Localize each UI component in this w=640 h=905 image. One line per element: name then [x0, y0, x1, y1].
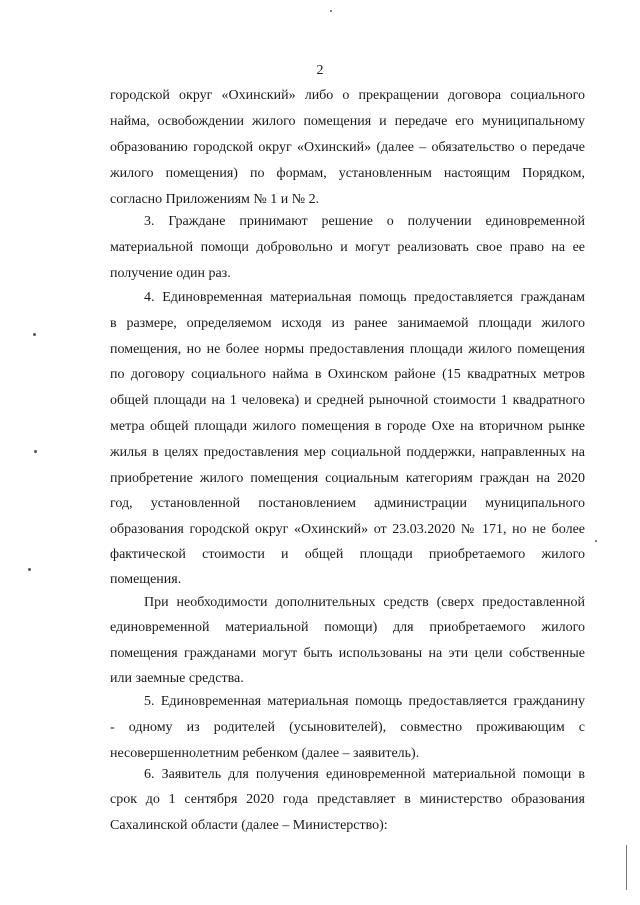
text-line: фактической стоимости и общей площади приобретаемого жилого: [110, 547, 585, 562]
text-line: При необходимости дополнительных средств (сверх предоставленной: [144, 595, 585, 610]
scan-speck: [28, 568, 31, 571]
text-line: приобретение жилого помещения социальным категориям граждан на 2020: [110, 471, 585, 486]
text-line: 4. Единовременная материальная помощь предоставляется гражданам: [144, 290, 585, 305]
text-line: помещения, но не более нормы предоставления площади жилого помещения: [110, 342, 585, 357]
scan-edge-mark: [626, 845, 627, 890]
text-line: получение один раз.: [110, 266, 231, 281]
scan-speck: [595, 540, 597, 542]
text-line: единовременной материальной помощи) для приобретаемого жилого: [110, 620, 585, 635]
text-line: жилья в целях предоставления мер социальной поддержки, направленных на: [110, 445, 585, 460]
text-line: жилого помещения) по формам, установленным настоящим Порядком,: [110, 166, 585, 181]
text-line: метра общей площади жилого помещения в городе Охе на вторичном рынке: [110, 419, 585, 434]
text-line: Сахалинской области (далее – Министерство):: [110, 818, 388, 833]
text-line: 5. Единовременная материальная помощь предоставляется гражданину: [144, 694, 585, 709]
text-line: помещения гражданами могут быть использованы на эти цели собственные: [110, 646, 585, 661]
text-line: образования городской округ «Охинский» от 23.03.2020 № 171, но не более: [110, 522, 585, 537]
scan-speck: [34, 450, 37, 453]
text-line: 6. Заявитель для получения единовременной материальной помощи в: [144, 767, 585, 782]
scan-speck: [330, 10, 332, 12]
text-line: 3. Граждане принимают решение о получении единовременной: [144, 214, 585, 229]
text-line: согласно Приложениям № 1 и № 2.: [110, 192, 320, 207]
text-line: помещения.: [110, 572, 182, 587]
text-line: срок до 1 сентября 2020 года представляет в министерство образования: [110, 792, 585, 807]
text-line: по договору социального найма в Охинском районе (15 квадратных метров: [110, 367, 585, 382]
page-number: 2: [316, 63, 324, 78]
text-line: год, установленной постановлением администрации муниципального: [110, 496, 585, 511]
text-line: материальной помощи добровольно и могут реализовать свое право на ее: [110, 240, 585, 255]
text-line: в размере, определяемом исходя из ранее занимаемой площади жилого: [110, 316, 585, 331]
text-line: образованию городской округ «Охинский» (далее – обязательство о передаче: [110, 140, 585, 155]
text-line: городской округ «Охинский» либо о прекращении договора социального: [110, 88, 585, 103]
text-line: - одному из родителей (усыновителей), совместно проживающим с: [110, 720, 585, 735]
text-line: общей площади на 1 человека) и средней рыночной стоимости 1 квадратного: [110, 393, 585, 408]
text-line: найма, освобождении жилого помещения и передаче его муниципальному: [110, 114, 585, 129]
scan-speck: [33, 333, 36, 336]
text-line: несовершеннолетним ребенком (далее – заявитель).: [110, 746, 420, 761]
text-line: или заемные средства.: [110, 671, 244, 686]
